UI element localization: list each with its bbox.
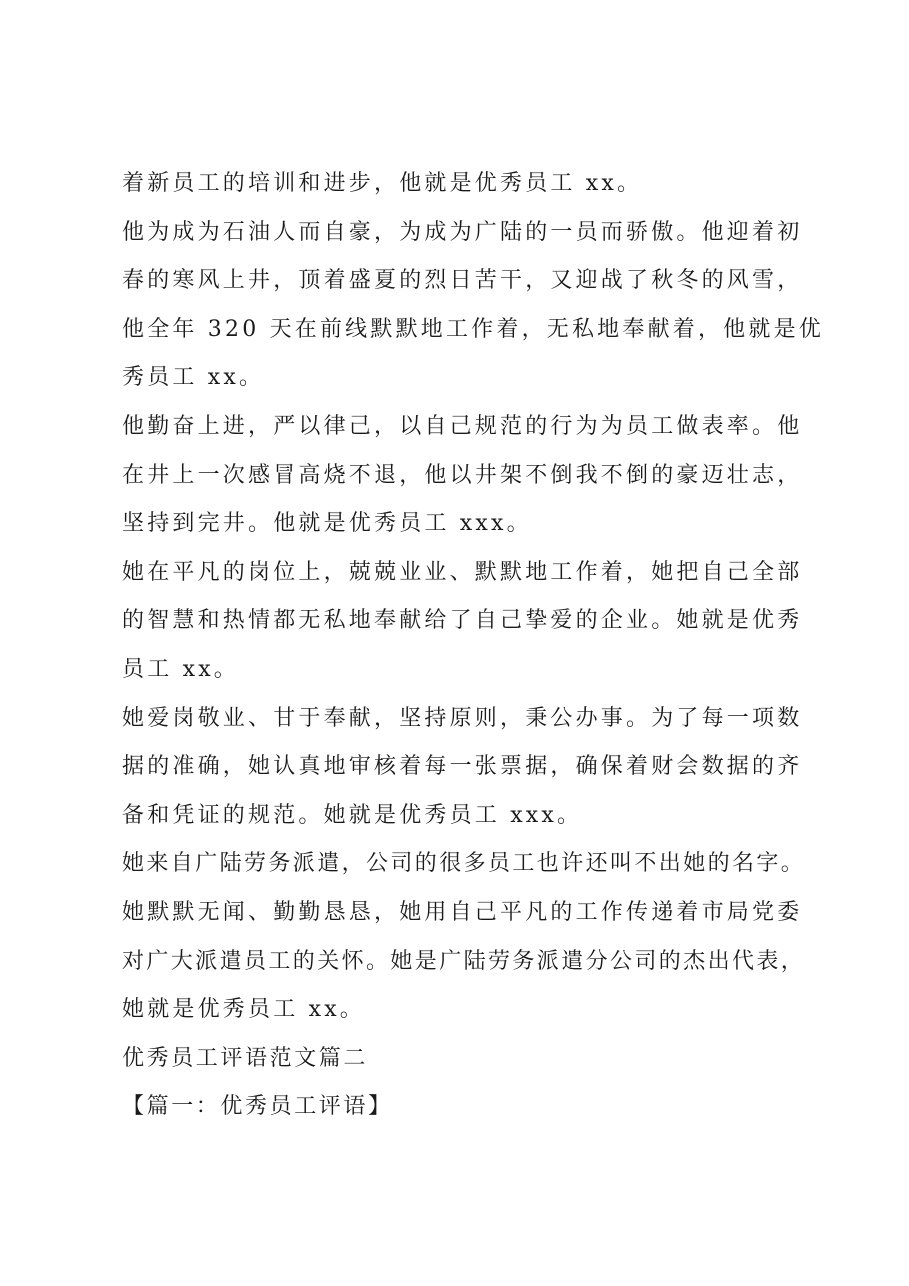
- document-body: [122, 160, 824, 1132]
- text-line-6: 他勤奋上进，严以律己，以自己规范的行为为员工做表率。他: [122, 413, 803, 439]
- text-line-2: 他为成为石油人而自豪，为成为广陆的一员而骄傲。他迎着初: [122, 219, 803, 245]
- text-line-12: 她爱岗敬业、甘于奉献，坚持原则，秉公办事。为了每一项数: [122, 705, 803, 731]
- section-subtitle: 【篇一：优秀员工评语】: [122, 1094, 393, 1120]
- text-line-5: 秀员工 xx。: [122, 365, 265, 391]
- text-line-11: 员工 xx。: [122, 656, 240, 682]
- text-line-14: 备和凭证的规范。她就是优秀员工 xxx。: [122, 802, 583, 828]
- text-line-18: 她就是优秀员工 xx。: [122, 997, 366, 1023]
- text-line-16: 她默默无闻、勤勤恳恳，她用自己平凡的工作传递着市局党委: [122, 899, 803, 925]
- text-line-1: 着新员工的培训和进步，他就是优秀员工 xx。: [122, 171, 643, 196]
- text-line-17: 对广大派遣员工的关怀。她是广陆劳务派遣分公司的杰出代表，: [122, 948, 806, 974]
- text-line-7: 在井上一次感冒高烧不退，他以井架不倒我不倒的豪迈壮志，: [122, 462, 803, 488]
- text-line-8: 坚持到完井。他就是优秀员工 xxx。: [122, 511, 532, 537]
- text-line-10: 的智慧和热情都无私地奉献给了自己挚爱的企业。她就是优秀: [122, 608, 803, 634]
- text-line-3: 春的寒风上井，顶着盛夏的烈日苦干，又迎战了秋冬的风雪，: [122, 268, 803, 294]
- text-line-9: 她在平凡的岗位上，兢兢业业、默默地工作着，她把自己全部: [122, 559, 803, 585]
- text-line-13: 据的准确，她认真地审核着每一张票据，确保着财会数据的齐: [122, 754, 803, 780]
- section-title: 优秀员工评语范文篇二: [122, 1045, 369, 1071]
- text-line-15: 她来自广陆劳务派遣，公司的很多员工也许还叫不出她的名字。: [122, 851, 806, 877]
- text-line-4: 他全年 320 天在前线默默地工作着，无私地奉献着，他就是优: [122, 316, 824, 342]
